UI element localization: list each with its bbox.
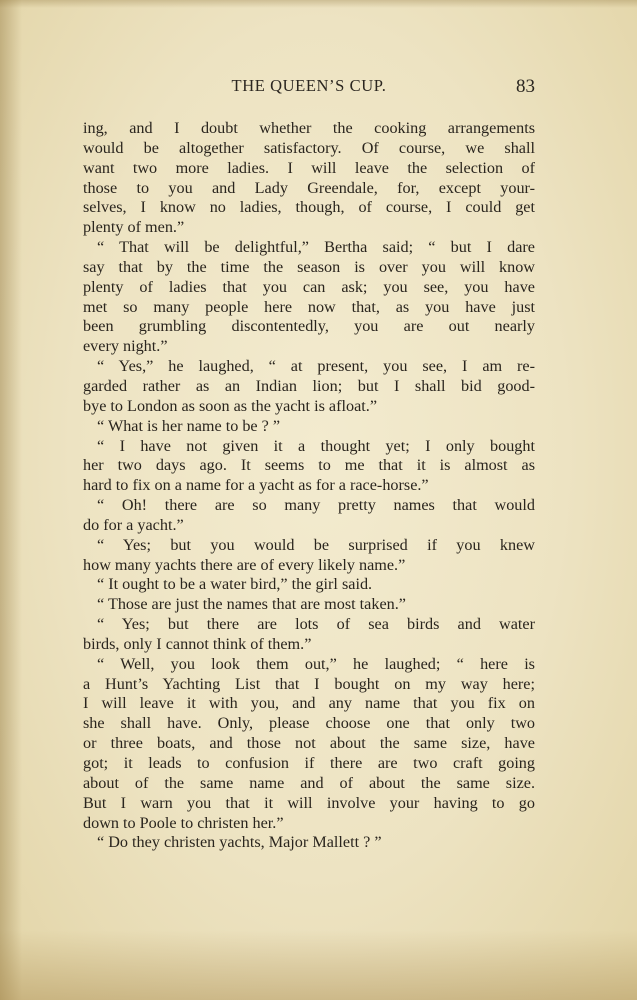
text-line: ing, and I doubt whether the cooking arrangements xyxy=(83,119,535,137)
text-line: birds, only I cannot think of them.” xyxy=(83,634,312,653)
text-line: want two more ladies. I will leave the selection of xyxy=(83,158,535,177)
text-line: about of the same name and of about the same size. xyxy=(83,773,535,792)
body-text xyxy=(83,119,535,853)
text-line: do for a yacht.” xyxy=(83,515,184,534)
text-line: “ That will be delightful,” Bertha said; “ but I dare xyxy=(97,238,535,257)
text-line: “ What is her name to be ? ” xyxy=(97,416,281,435)
text-line: bye to London as soon as the yacht is afloat.” xyxy=(83,396,377,415)
page-edge-shadow-bottom xyxy=(0,930,637,1000)
text-line: “ Well, you look them out,” he laughed; “ here is xyxy=(97,654,535,673)
running-head: THE QUEEN’S CUP. xyxy=(231,76,387,95)
text-line: selves, I know no ladies, though, of course, I could get xyxy=(83,198,535,217)
text-line: a Hunt’s Yachting List that I bought on my way here; xyxy=(83,674,535,693)
text-line: hard to fix on a name for a yacht as for a race-horse.” xyxy=(83,476,429,495)
text-line: plenty of men.” xyxy=(83,218,185,237)
text-line: “ Yes,” he laughed, “ at present, you see, I am re- xyxy=(97,357,535,376)
text-line: would be altogether satisfactory. Of course, we shall xyxy=(83,138,535,157)
text-line: “ Yes; but there are lots of sea birds and water xyxy=(97,615,535,634)
page-header xyxy=(83,76,535,102)
text-line: those to you and Lady Greendale, for, except your- xyxy=(83,178,535,197)
text-line: “ I have not given it a thought yet; I only bought xyxy=(97,436,535,455)
page-number: 83 xyxy=(516,76,535,97)
text-line: garded rather as an Indian lion; but I shall bid good- xyxy=(83,376,535,395)
text-line: “ It ought to be a water bird,” the girl said. xyxy=(97,575,373,594)
text-line: been grumbling discontentedly, you are out nearly xyxy=(83,317,535,336)
page-edge-shadow-left xyxy=(0,0,22,1000)
page-edge-shadow-top xyxy=(0,0,637,8)
text-line: say that by the time the season is over you will know xyxy=(83,257,535,276)
text-line: I will leave it with you, and any name that you fix on xyxy=(83,694,535,713)
text-line: every night.” xyxy=(83,337,168,356)
text-line: “ Oh! there are so many pretty names that would xyxy=(97,496,535,515)
text-line: But I warn you that it will involve your having to go xyxy=(83,793,535,812)
text-line: or three boats, and those not about the same size, have xyxy=(83,734,535,753)
text-line: how many yachts there are of every likely name.” xyxy=(83,555,406,574)
text-line: “ Those are just the names that are most taken.” xyxy=(97,595,406,614)
text-line: met so many people here now that, as you have just xyxy=(83,297,535,316)
text-line: “ Do they christen yachts, Major Mallett ? ” xyxy=(97,833,382,852)
text-line: got; it leads to confusion if there are two craft going xyxy=(83,754,535,772)
text-line: she shall have. Only, please choose one that only two xyxy=(83,714,535,733)
text-line: down to Poole to christen her.” xyxy=(83,813,284,832)
text-line: “ Yes; but you would be surprised if you knew xyxy=(97,535,535,554)
text-line: plenty of ladies that you can ask; you see, you have xyxy=(83,277,535,296)
text-line: her two days ago. It seems to me that it is almost as xyxy=(83,456,535,475)
